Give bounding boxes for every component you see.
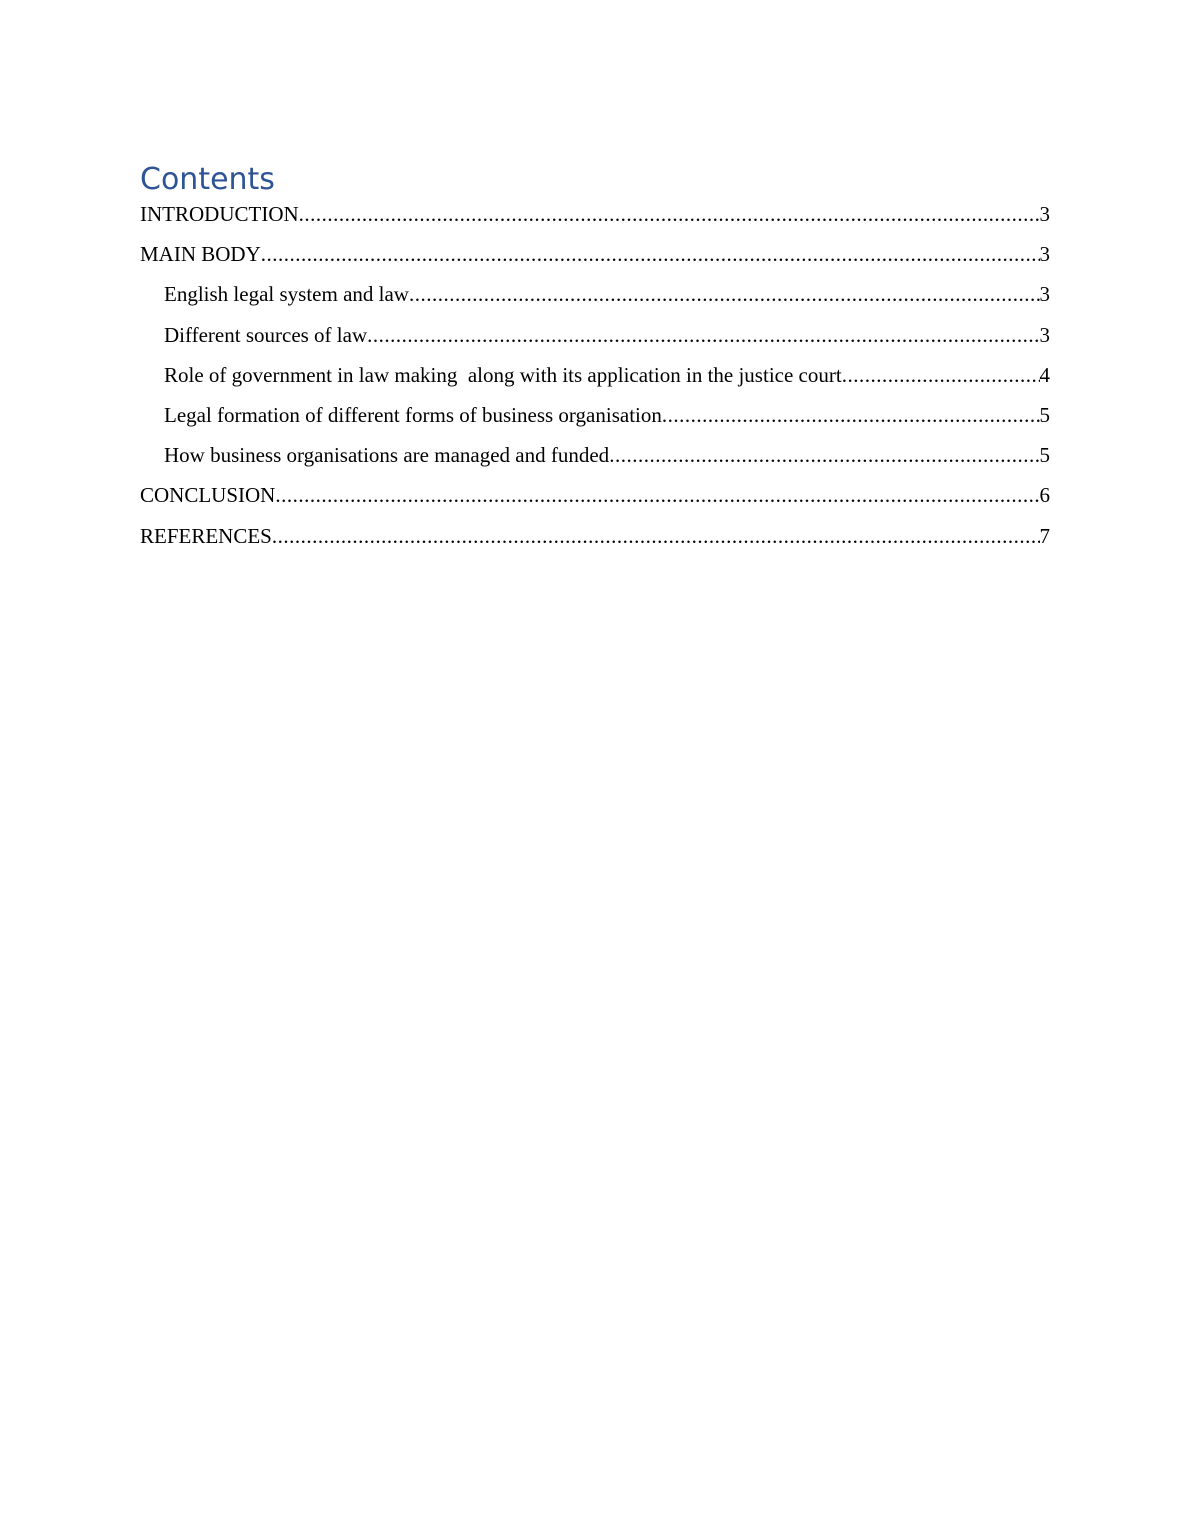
toc-entry-page-number: 5 xyxy=(1039,443,1050,468)
toc-entry-label: REFERENCES xyxy=(140,523,272,548)
toc-entry-label: Legal formation of different forms of business organisation xyxy=(164,402,662,427)
toc-entry-english-legal-system[interactable] xyxy=(140,280,1050,320)
toc-entry-page-number: 6 xyxy=(1039,483,1050,508)
toc-entry-label: INTRODUCTION xyxy=(140,202,299,226)
toc-entry-page-number: 4 xyxy=(1039,362,1050,387)
toc-entry-page-number: 5 xyxy=(1039,402,1050,427)
toc-entry-conclusion[interactable] xyxy=(140,481,1050,521)
toc-entry-main-body[interactable] xyxy=(140,240,1050,280)
toc-entry-managed-and-funded[interactable] xyxy=(140,441,1050,481)
toc-entry-label: How business organisations are managed and funded xyxy=(164,443,610,468)
toc-title: Contents xyxy=(140,162,275,197)
toc-entry-page-number: 3 xyxy=(1039,322,1050,347)
toc-entry-page-number: 3 xyxy=(1039,242,1050,267)
toc-dot-leader xyxy=(842,361,1040,389)
toc-entry-label: MAIN BODY xyxy=(140,242,261,267)
toc-dot-leader xyxy=(662,401,1040,429)
toc-entry-page-number: 3 xyxy=(1039,202,1050,226)
toc-entry-label: English legal system and law xyxy=(164,282,409,307)
toc-entry-page-number: 3 xyxy=(1039,282,1050,307)
toc-dot-leader xyxy=(261,240,1040,268)
toc-dot-leader xyxy=(272,522,1040,550)
toc-list xyxy=(140,200,1050,562)
toc-entry-label: Role of government in law making along with its application in the justice court xyxy=(164,362,842,387)
toc-entry-introduction[interactable] xyxy=(140,200,1050,240)
table-of-contents xyxy=(140,160,1050,562)
toc-entry-label: CONCLUSION xyxy=(140,483,276,508)
toc-entry-legal-formation[interactable] xyxy=(140,401,1050,441)
toc-dot-leader xyxy=(409,280,1040,308)
toc-entry-references[interactable] xyxy=(140,522,1050,562)
toc-entry-sources-of-law[interactable] xyxy=(140,321,1050,361)
toc-dot-leader xyxy=(275,481,1039,509)
toc-dot-leader xyxy=(367,321,1039,349)
toc-entry-label: Different sources of law xyxy=(164,322,368,347)
toc-dot-leader xyxy=(299,200,1040,228)
toc-entry-page-number: 7 xyxy=(1039,523,1050,548)
toc-dot-leader xyxy=(609,441,1039,469)
toc-entry-role-of-government[interactable] xyxy=(140,361,1050,401)
